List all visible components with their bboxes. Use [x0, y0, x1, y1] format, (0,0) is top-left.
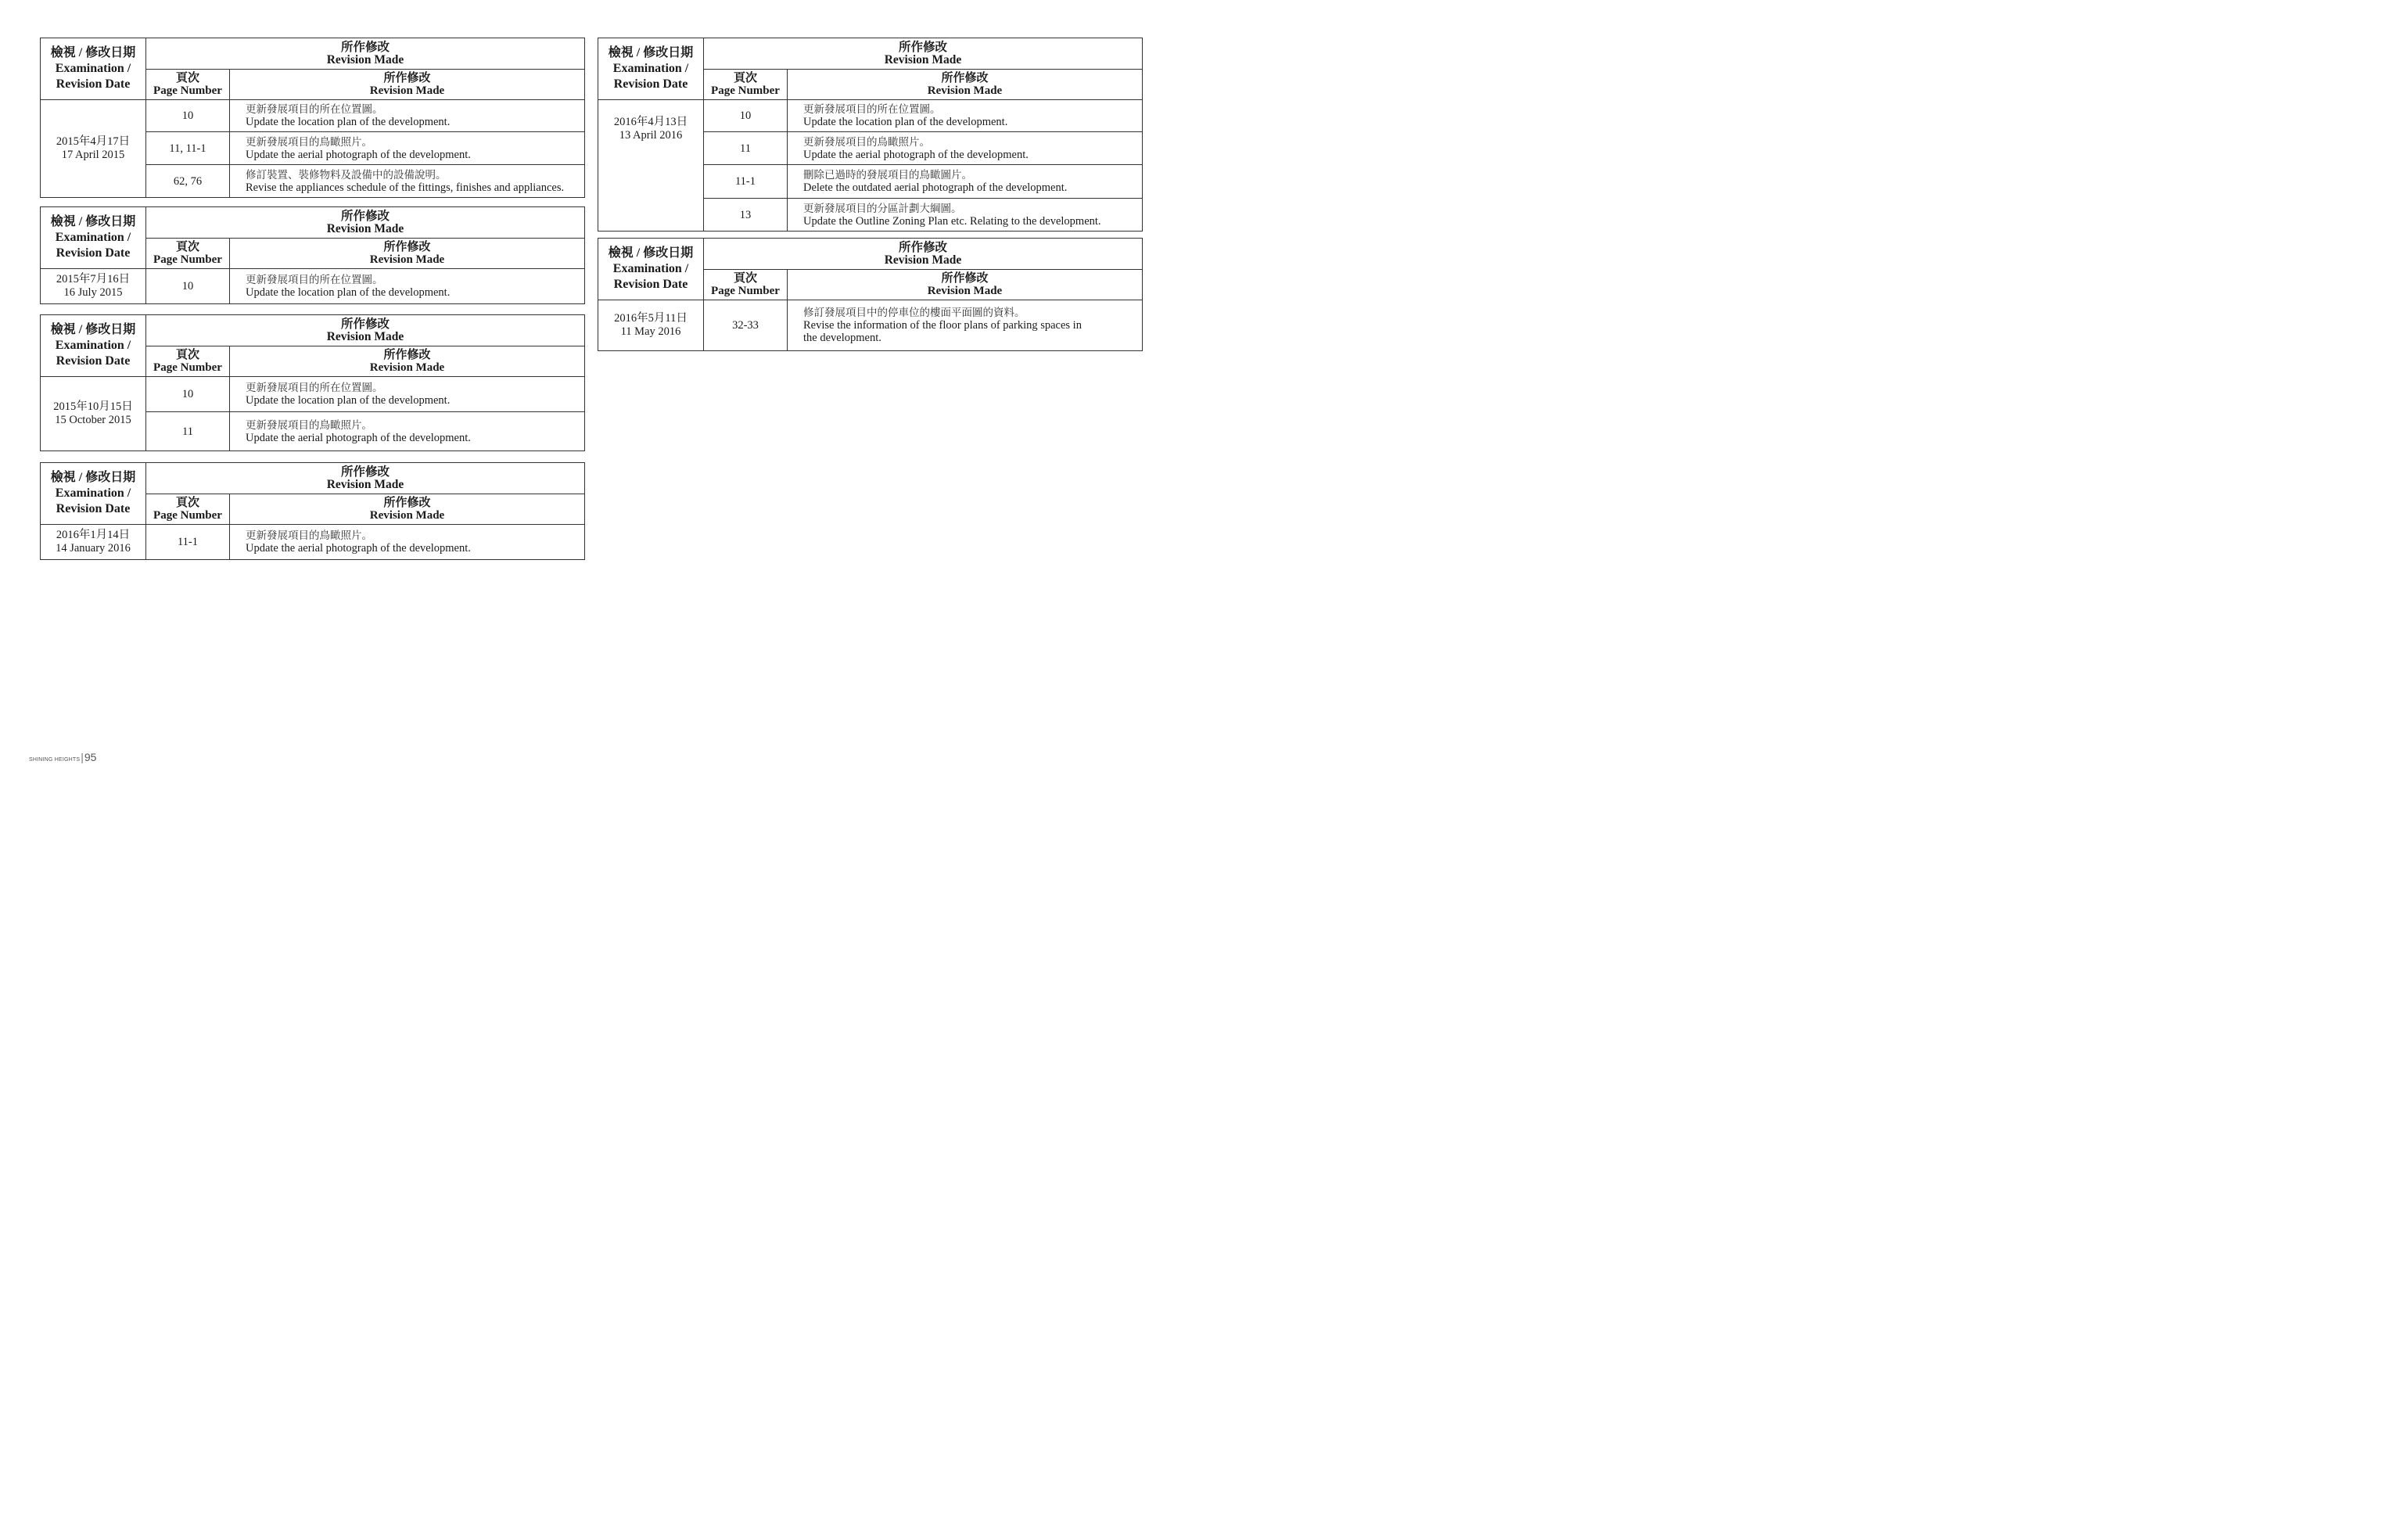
header-page-zh: 頁次	[733, 272, 757, 285]
header-revision-made	[146, 315, 585, 346]
revision-description-cell	[230, 377, 585, 412]
header-date-zh: 檢視 / 修改日期	[50, 215, 136, 228]
header-date-en1: Examination /	[55, 231, 131, 244]
revision-date-en: 13 April 2016	[619, 129, 683, 142]
revision-date-en: 14 January 2016	[56, 542, 131, 555]
description-zh: 修訂裝置、裝修物料及設備中的設備說明。	[246, 168, 447, 181]
header-revision-date	[598, 38, 704, 100]
header-date-en2: Revision Date	[56, 502, 131, 515]
header-sub-revision-en: Revision Made	[927, 84, 1003, 97]
header-sub-revision-made	[230, 494, 585, 525]
header-date-en1: Examination /	[612, 62, 689, 75]
header-revision-en: Revision Made	[326, 221, 404, 235]
page-number-cell: 11-1	[146, 525, 230, 560]
revision-description-cell	[230, 525, 585, 560]
revision-description-cell	[788, 100, 1143, 132]
revision-description-cell	[230, 165, 585, 198]
page-number-cell: 11-1	[704, 165, 788, 199]
header-date-en2: Revision Date	[56, 354, 131, 368]
header-date-zh: 檢視 / 修改日期	[50, 46, 136, 59]
revision-date-cell	[598, 100, 704, 232]
header-sub-revision-zh: 所作修改	[383, 241, 431, 253]
revision-date-en: 15 October 2015	[55, 414, 131, 426]
header-page-en: Page Number	[153, 253, 222, 266]
header-revision-date	[41, 38, 146, 100]
header-page-en: Page Number	[153, 509, 222, 522]
description-en: Update the aerial photograph of the development.	[803, 148, 1029, 161]
description-en: Revise the appliances schedule of the fittings, finishes and appliances.	[246, 181, 565, 194]
header-sub-revision-en: Revision Made	[927, 285, 1003, 297]
revision-table-2016-01-14	[40, 462, 585, 560]
header-date-en2: Revision Date	[613, 77, 688, 91]
header-revision-en: Revision Made	[326, 329, 404, 343]
revision-date-zh: 2015年10月15日	[53, 400, 133, 413]
header-sub-revision-en: Revision Made	[369, 84, 445, 97]
header-revision-made	[704, 38, 1143, 70]
header-sub-revision-zh: 所作修改	[383, 497, 431, 509]
header-date-zh: 檢視 / 修改日期	[608, 46, 694, 59]
header-sub-revision-en: Revision Made	[369, 509, 445, 522]
header-revision-made	[146, 38, 585, 70]
header-page-number	[704, 270, 788, 300]
table-row	[598, 100, 1143, 132]
revision-description-cell	[788, 132, 1143, 165]
description-zh: 刪除已過時的發展項目的鳥瞰圖片。	[803, 169, 972, 181]
page-number-cell: 10	[704, 100, 788, 132]
description-zh: 更新發展項目的所在位置圖。	[246, 382, 383, 394]
header-date-zh: 檢視 / 修改日期	[608, 246, 694, 260]
header-sub-revision-zh: 所作修改	[941, 272, 989, 285]
header-revision-zh: 所作修改	[898, 240, 947, 254]
revision-table-2015-07-16	[40, 206, 585, 304]
revision-date-zh: 2015年7月16日	[56, 273, 131, 285]
header-revision-date	[598, 239, 704, 300]
header-page-en: Page Number	[711, 84, 780, 97]
header-page-en: Page Number	[153, 361, 222, 374]
header-sub-revision-made	[230, 239, 585, 269]
page-number-cell: 11	[704, 132, 788, 165]
header-revision-zh: 所作修改	[898, 40, 947, 54]
header-page-number	[146, 494, 230, 525]
header-revision-date	[41, 315, 146, 377]
header-sub-revision-made	[230, 346, 585, 377]
revision-description-cell	[788, 199, 1143, 232]
header-sub-revision-zh: 所作修改	[941, 72, 989, 84]
revision-description-cell	[788, 165, 1143, 199]
header-date-en1: Examination /	[55, 62, 131, 75]
page-number-cell: 10	[146, 269, 230, 304]
revision-description-cell	[230, 412, 585, 451]
revision-date-zh: 2015年4月17日	[56, 135, 131, 148]
revision-description-cell	[230, 100, 585, 132]
revision-date-zh: 2016年4月13日	[613, 116, 688, 128]
table-row	[598, 300, 1143, 351]
header-sub-revision-zh: 所作修改	[383, 72, 431, 84]
page-number-cell: 62, 76	[146, 165, 230, 198]
description-en: Update the location plan of the development.	[246, 286, 451, 299]
header-page-number	[146, 346, 230, 377]
table-row	[41, 525, 585, 560]
header-page-zh: 頁次	[175, 72, 199, 84]
header-revision-en: Revision Made	[326, 52, 404, 66]
page-number-cell: 10	[146, 100, 230, 132]
header-revision-zh: 所作修改	[340, 465, 390, 479]
revision-description-cell	[230, 132, 585, 165]
header-page-zh: 頁次	[175, 349, 199, 361]
header-date-en2: Revision Date	[613, 278, 688, 291]
page-number-cell: 13	[704, 199, 788, 232]
revision-description-cell	[230, 269, 585, 304]
table-row	[41, 377, 585, 412]
header-revision-zh: 所作修改	[340, 209, 390, 223]
description-en: Update the aerial photograph of the development.	[246, 542, 471, 555]
revision-date-en: 16 July 2015	[63, 286, 123, 299]
header-revision-en: Revision Made	[884, 52, 962, 66]
revision-date-cell	[41, 269, 146, 304]
table-row	[41, 269, 585, 304]
table-row	[41, 100, 585, 132]
page-number-cell: 32-33	[704, 300, 788, 351]
header-page-number	[704, 70, 788, 100]
revision-table-2016-05-11	[598, 238, 1143, 351]
header-revision-en: Revision Made	[326, 477, 404, 491]
revision-description-cell	[788, 300, 1143, 351]
header-revision-date	[41, 207, 146, 269]
revision-date-cell	[598, 300, 704, 351]
revision-date-zh: 2016年5月11日	[614, 312, 688, 325]
header-revision-made	[146, 207, 585, 239]
page-number-cell: 11	[146, 412, 230, 451]
revision-date-cell	[41, 377, 146, 451]
description-en: Update the location plan of the development.	[803, 116, 1008, 128]
header-revision-zh: 所作修改	[340, 40, 390, 54]
page-number: 95	[84, 751, 97, 763]
header-sub-revision-en: Revision Made	[369, 253, 445, 266]
header-date-en1: Examination /	[55, 486, 131, 500]
description-en: Delete the outdated aerial photograph of the development.	[803, 181, 1068, 194]
description-en: Update the location plan of the development.	[246, 394, 451, 407]
footer-separator: |	[81, 751, 84, 763]
header-revision-en: Revision Made	[884, 253, 962, 267]
header-revision-made	[146, 463, 585, 494]
header-revision-made	[704, 239, 1143, 270]
description-zh: 更新發展項目的鳥瞰照片。	[246, 418, 372, 432]
description-en: Update the aerial photograph of the development.	[246, 148, 471, 161]
description-zh: 更新發展項目的鳥瞰照片。	[246, 135, 372, 149]
revision-table-2016-04-13	[598, 38, 1143, 232]
header-sub-revision-en: Revision Made	[369, 361, 445, 374]
header-page-zh: 頁次	[733, 72, 757, 84]
description-zh: 更新發展項目的所在位置圖。	[246, 274, 383, 286]
header-revision-date	[41, 463, 146, 525]
description-en: Update the Outline Zoning Plan etc. Relating to the development.	[803, 214, 1101, 228]
header-page-number	[146, 239, 230, 269]
description-en: Revise the information of the floor plans of parking spaces in	[803, 319, 1082, 332]
revision-date-en: 11 May 2016	[620, 325, 681, 338]
header-page-zh: 頁次	[175, 497, 199, 509]
header-sub-revision-made	[230, 70, 585, 100]
header-page-en: Page Number	[153, 84, 222, 97]
description-zh: 更新發展項目的所在位置圖。	[246, 103, 383, 116]
revision-table-2015-10-15	[40, 314, 585, 451]
header-date-en2: Revision Date	[56, 77, 131, 91]
header-page-en: Page Number	[711, 285, 780, 297]
page-footer	[29, 751, 96, 765]
header-sub-revision-zh: 所作修改	[383, 349, 431, 361]
description-en: Update the location plan of the development.	[246, 116, 451, 128]
page-number-cell: 10	[146, 377, 230, 412]
header-page-zh: 頁次	[175, 241, 199, 253]
revision-date-cell	[41, 525, 146, 560]
header-page-number	[146, 70, 230, 100]
page-number-cell: 11, 11-1	[146, 132, 230, 165]
header-date-en1: Examination /	[55, 339, 131, 352]
revision-date-cell	[41, 100, 146, 198]
description-zh: 更新發展項目的所在位置圖。	[803, 103, 941, 116]
revision-date-zh: 2016年1月14日	[56, 529, 131, 541]
description-zh: 更新發展項目的鳥瞰照片。	[246, 529, 372, 542]
header-date-en1: Examination /	[612, 262, 689, 275]
description-zh: 更新發展項目的鳥瞰照片。	[803, 135, 930, 149]
header-sub-revision-made	[788, 270, 1143, 300]
brand-name: SHINING HEIGHTS	[29, 757, 81, 763]
revision-table-2015-04-17	[40, 38, 585, 198]
header-date-zh: 檢視 / 修改日期	[50, 471, 136, 484]
header-date-zh: 檢視 / 修改日期	[50, 323, 136, 336]
description-zh: 修訂發展項目中的停車位的樓面平面圖的資料。	[803, 307, 1025, 319]
header-sub-revision-made	[788, 70, 1143, 100]
description-en-continued: the development.	[803, 332, 881, 344]
description-en: Update the aerial photograph of the development.	[246, 431, 471, 444]
revision-date-en: 17 April 2015	[61, 149, 125, 161]
header-revision-zh: 所作修改	[340, 317, 390, 331]
header-date-en2: Revision Date	[56, 246, 131, 260]
description-zh: 更新發展項目的分區計劃大綱圖。	[803, 202, 962, 215]
